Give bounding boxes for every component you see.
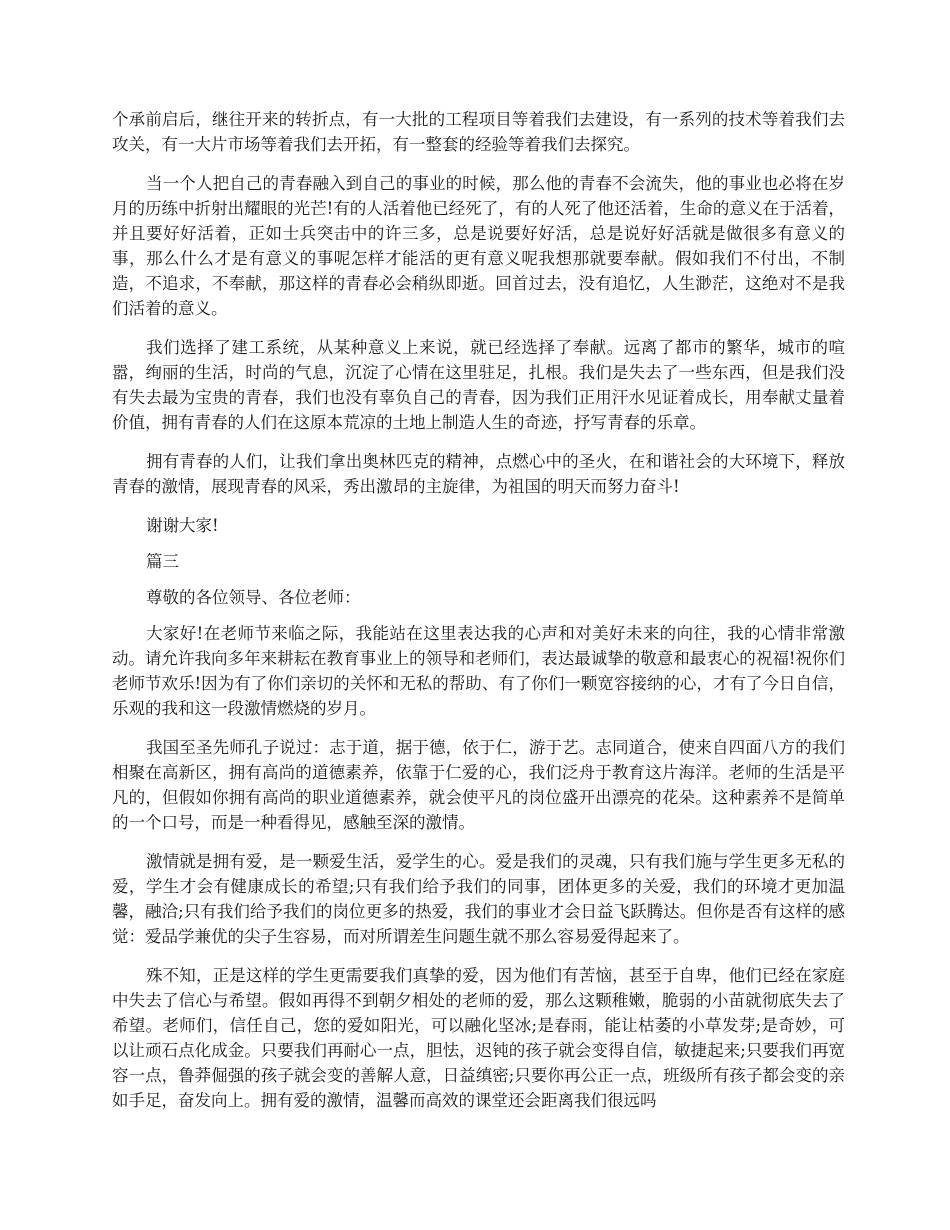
- paragraph-youth-dedication: 当一个人把自己的青春融入到自己的事业的时候，那么他的青春不会流失，他的事业也必将在岁月的历练中折射出耀眼的光芒!有的人活着他已经死了，有的人死了他还活着，生命的意义在于活着，并且要好好活着，正如士兵突击中的许三多，总是说要好好活，总是说好好活就是做很多有意义的事，那么什么才是有意义的事呢怎样才能活的更有意义呢我想那就要奉献。假如我们不付出，不制造，不追求，不奉献，那这样的青春必会稍纵即逝。回首过去，没有追忆，人生渺茫，这绝对不是我们活着的意义。: [112, 174, 845, 318]
- document-body: [112, 107, 845, 1127]
- closing-thanks: 谢谢大家!: [146, 516, 219, 535]
- paragraph-students-need-love: 殊不知，正是这样的学生更需要我们真挚的爱，因为他们有苦恼，甚至于自卑，他们已经在家庭中失去了信心与希望。假如再得不到朝夕相处的老师的爱，那么这颗稚嫩，脆弱的小苗就彻底失去了希望。老师们，信任自己，您的爱如阳光，可以融化坚冰;是春雨，能让枯萎的小草发芽;是奇妙，可以让顽石点化成金。只要我们再耐心一点，胆怯，迟钝的孩子就会变得自信，敏捷起来;只要我们再宽容一点，鲁莽倔强的孩子就会变的善解人意，日益缜密;只要你再公正一点，班级所有孩子都会变的亲如手足，奋发向上。拥有爱的激情，温馨而高效的课堂还会距离我们很远吗: [112, 966, 845, 1110]
- paragraph-confucius: 我国至圣先师孔子说过：志于道，据于德，依于仁，游于艺。志同道合，使来自四面八方的我们相聚在高新区，拥有高尚的道德素养，依靠于仁爱的心，我们泛舟于教育这片海洋。老师的生活是平凡的，但假如你拥有高尚的职业道德素养，就会使平凡的岗位盛开出漂亮的花朵。这种素养不是简单的一个口号，而是一种看得见，感触至深的激情。: [112, 738, 845, 832]
- paragraph-passion-love: 激情就是拥有爱，是一颗爱生活，爱学生的心。爱是我们的灵魂，只有我们施与学生更多无私的爱，学生才会有健康成长的希望;只有我们给予我们的同事，团体更多的关爱，我们的环境才更加温馨，融洽;只有我们给予我们的岗位更多的热爱，我们的事业才会日益飞跃腾达。但你是否有这样的感觉：爱品学兼优的尖子生容易，而对所谓差生问题生就不那么容易爱得起来了。: [112, 852, 845, 946]
- paragraph-construction-system: 我们选择了建工系统，从某种意义上来说，就已经选择了奉献。远离了都市的繁华，城市的喧嚣，绚丽的生活，时尚的气息，沉淀了心情在这里驻足，扎根。我们是失去了一些东西，但是我们没有失去最为宝贵的青春，我们也没有辜负自己的青春，因为我们正用汗水见证着成长，用奉献丈量着价值，拥有青春的人们在这原本荒凉的土地上制造人生的奇迹，抒写青春的乐章。: [112, 338, 845, 432]
- paragraph-olympic-spirit: 拥有青春的人们，让我们拿出奥林匹克的精神，点燃心中的圣火，在和谐社会的大环境下，释放青春的激情，展现青春的风采，秀出激昂的主旋律，为祖国的明天而努力奋斗!: [112, 452, 845, 496]
- section-heading: 篇三: [146, 552, 179, 571]
- paragraph-greeting: 大家好!在老师节来临之际，我能站在这里表达我的心声和对美好未来的向往，我的心情非常激动。请允许我向多年来耕耘在教育事业上的领导和老师们，表达最诚挚的敬意和最衷心的祝福!祝你们老师节欢乐!因为有了你们亲切的关怀和无私的帮助、有了你们一颗宽容接纳的心，才有了今日自信，乐观的我和这一段激情燃烧的岁月。: [112, 624, 845, 718]
- paragraph-continuation: 个承前启后，继往开来的转折点，有一大批的工程项目等着我们去建设，有一系列的技术等着我们去攻关，有一大片市场等着我们去开拓，有一整套的经验等着我们去探究。: [112, 110, 845, 154]
- salutation: 尊敬的各位领导、各位老师：: [146, 588, 361, 607]
